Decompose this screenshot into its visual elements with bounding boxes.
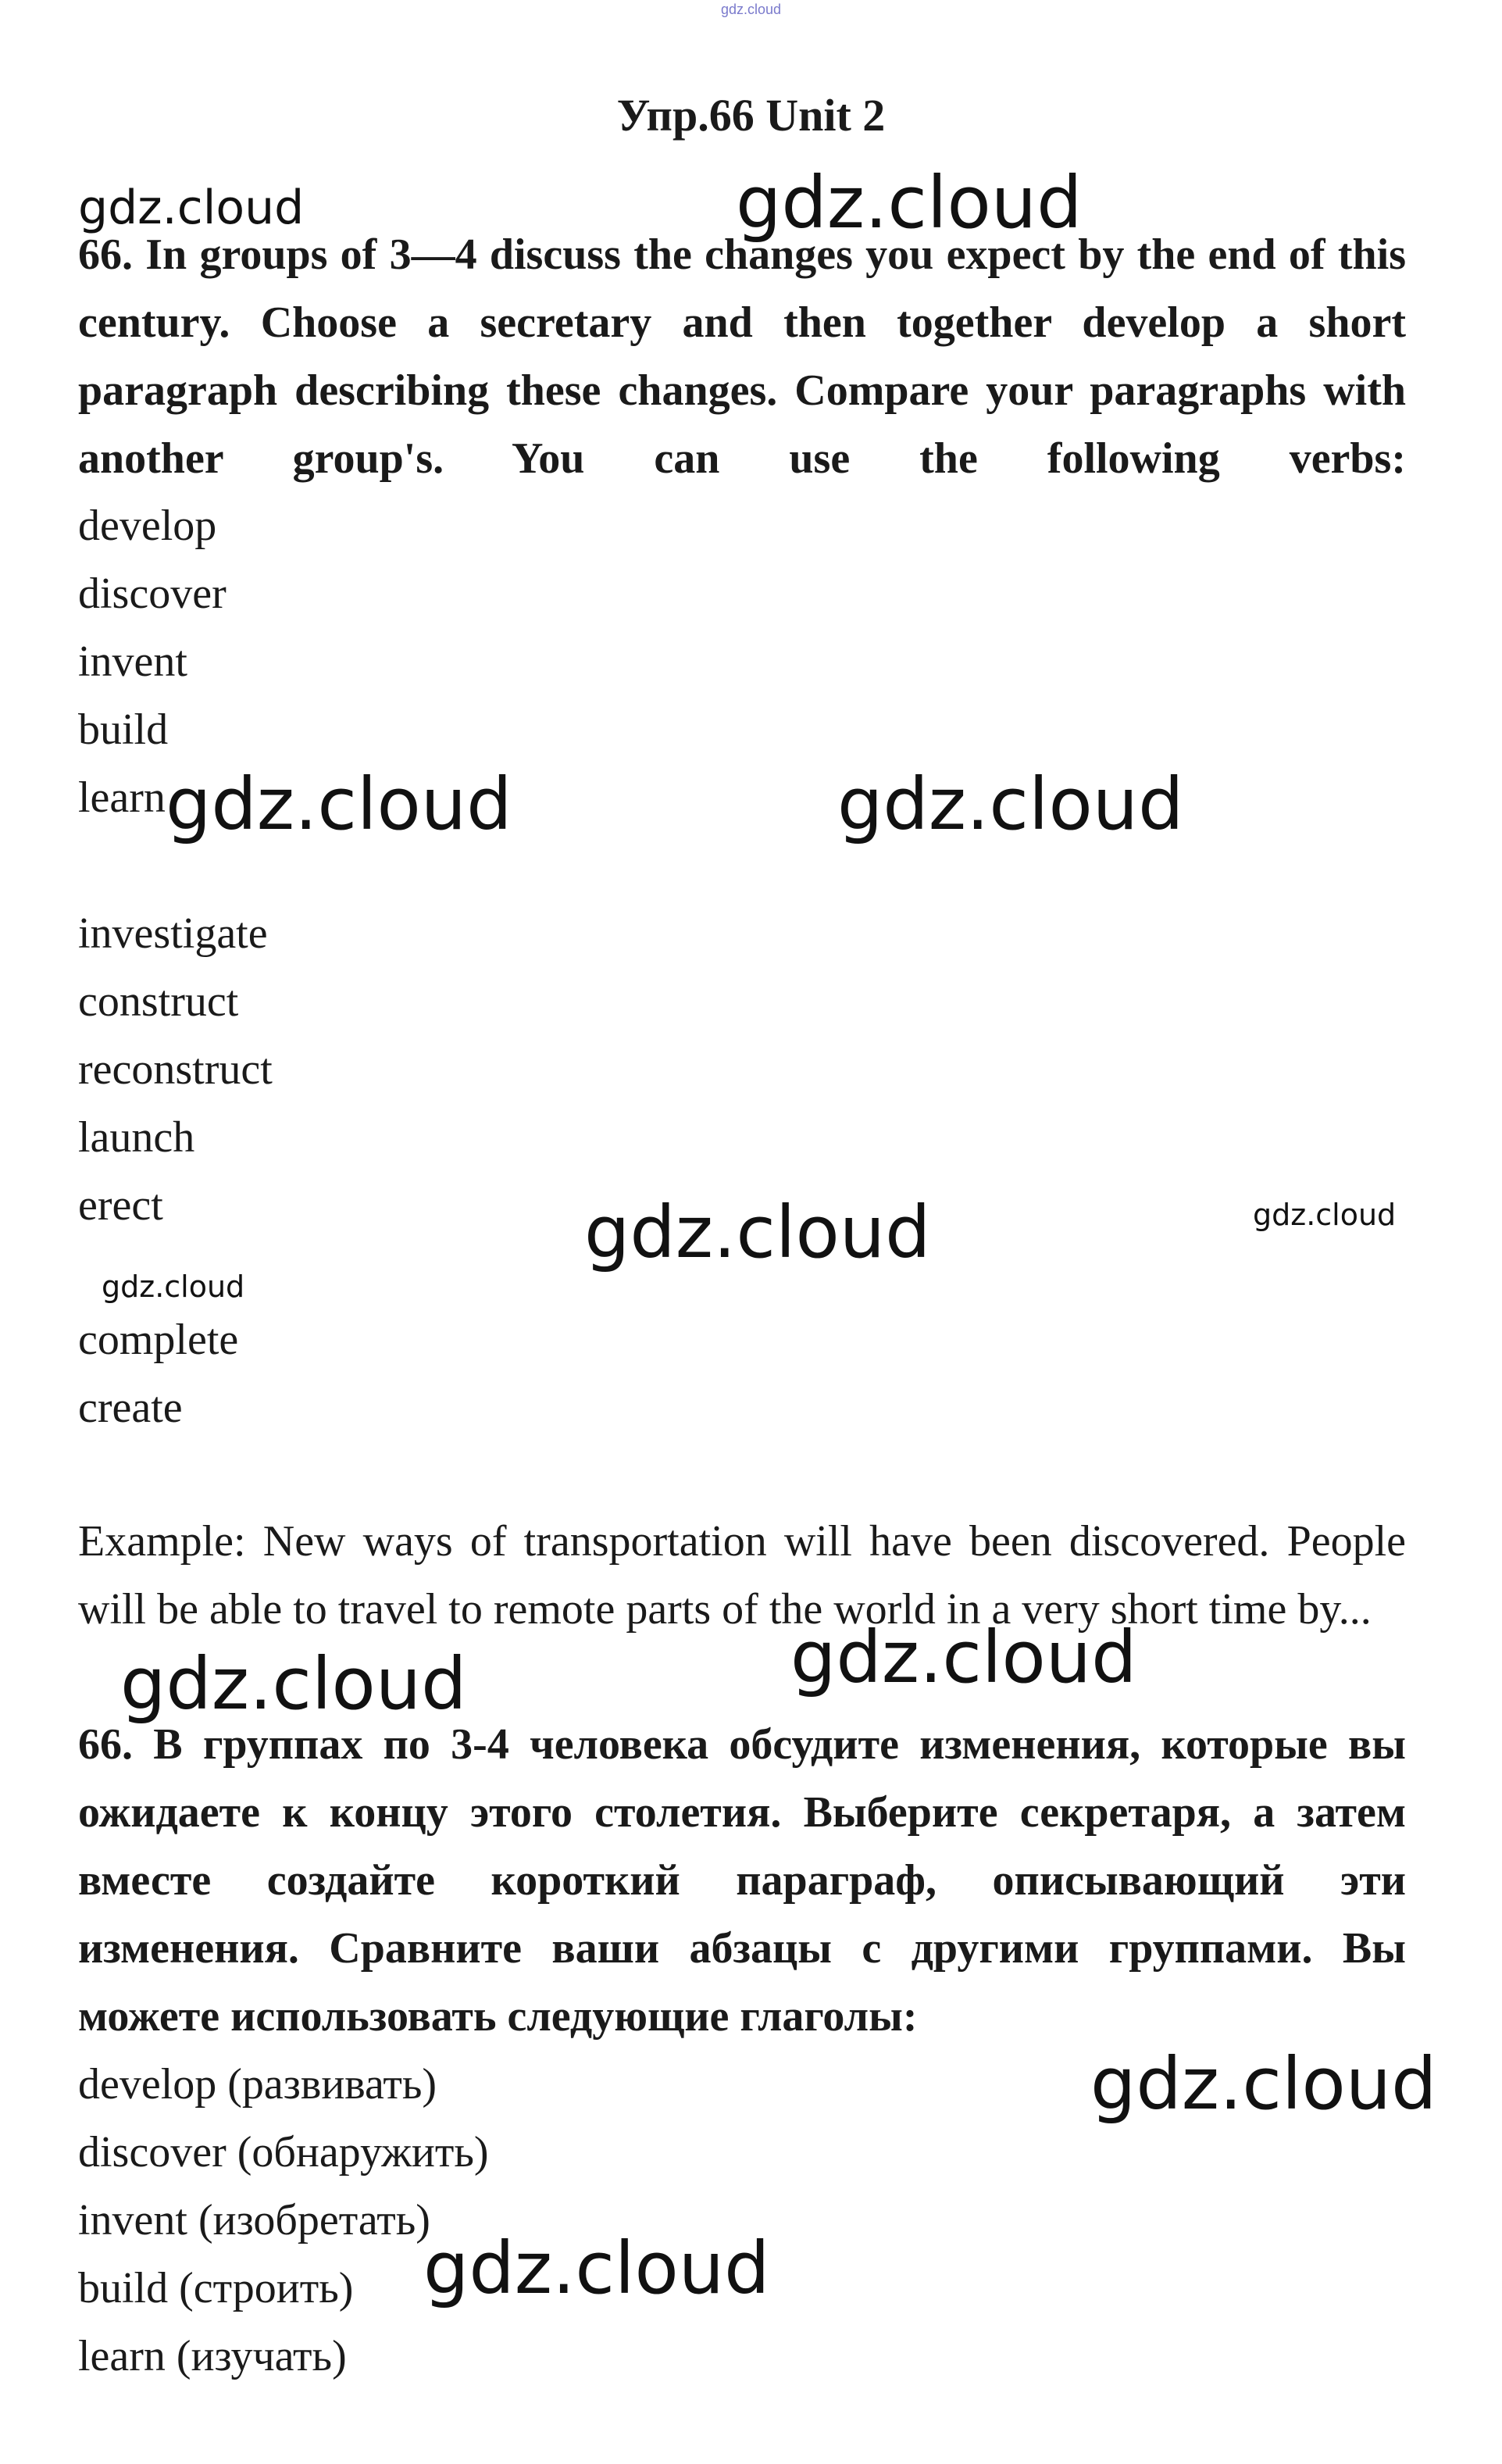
verb-item: launch	[78, 1113, 195, 1162]
task-line: century. Choose a secretary and then together develop a short	[78, 298, 1406, 347]
example-line: will be able to travel to remote parts of the world in a very short time by...	[78, 1585, 1372, 1634]
watermark: gdz.cloud	[423, 2227, 770, 2310]
task-line: ожидаете к концу этого столетия. Выберите секретаря, а затем	[78, 1788, 1406, 1837]
verb-list-translated	[78, 2051, 489, 2391]
verb-item: discover	[78, 570, 227, 618]
task-line: paragraph describing these changes. Compare your paragraphs with	[78, 366, 1406, 415]
verb-item: discover (обнаружить)	[78, 2128, 489, 2177]
task-line: можете использовать следующие глаголы:	[78, 1992, 918, 2041]
verb-item: build	[78, 705, 169, 754]
verb-item: develop (развивать)	[78, 2060, 437, 2109]
verb-item: erect	[78, 1181, 163, 1230]
watermark: gdz.cloud	[837, 762, 1184, 846]
watermark: gdz.cloud	[1253, 1198, 1397, 1232]
task-line: 66. In groups of 3—4 discuss the changes you expect by the end of this	[78, 230, 1406, 279]
watermark: gdz.cloud	[736, 161, 1083, 245]
verb-item: learn	[78, 773, 166, 822]
task-line: 66. В группах по 3-4 человека обсудите изменения, которые вы	[78, 1720, 1406, 1769]
watermark: gdz.cloud	[78, 180, 305, 235]
watermark: gdz.cloud	[1090, 2042, 1437, 2126]
verb-item: complete	[78, 1316, 239, 1364]
task-line: изменения. Сравните ваши абзацы с другими группами. Вы	[78, 1924, 1406, 1973]
top-watermark: gdz.cloud	[720, 2, 782, 17]
task-line: вместе создайте короткий параграф, описывающий эти	[78, 1856, 1406, 1905]
example-line: Example: New ways of transportation will have been discovered. People	[78, 1517, 1406, 1566]
verb-list-b	[78, 900, 273, 1240]
verb-item: learn (изучать)	[78, 2332, 347, 2380]
watermark: gdz.cloud	[102, 1269, 245, 1304]
watermark: gdz.cloud	[120, 1642, 467, 1726]
verb-item: invent (изобретать)	[78, 2196, 430, 2244]
verb-list-c	[78, 1306, 238, 1442]
task-text-english	[78, 221, 1406, 493]
verb-item: investigate	[78, 909, 268, 958]
watermark: gdz.cloud	[790, 1616, 1137, 1699]
verb-item: reconstruct	[78, 1045, 273, 1094]
example-paragraph	[78, 1508, 1406, 1644]
verb-item: construct	[78, 977, 239, 1026]
verb-item: develop	[78, 502, 217, 550]
page-title: Упр.66 Unit 2	[616, 90, 886, 141]
verb-item: invent	[78, 637, 187, 686]
verb-item: build (строить)	[78, 2264, 354, 2312]
watermark: gdz.cloud	[166, 762, 512, 846]
task-text-russian	[78, 1711, 1406, 1983]
watermark: gdz.cloud	[584, 1191, 931, 1274]
verb-item: create	[78, 1384, 183, 1432]
task-line: another group's. You can use the following verbs:	[78, 434, 1406, 483]
